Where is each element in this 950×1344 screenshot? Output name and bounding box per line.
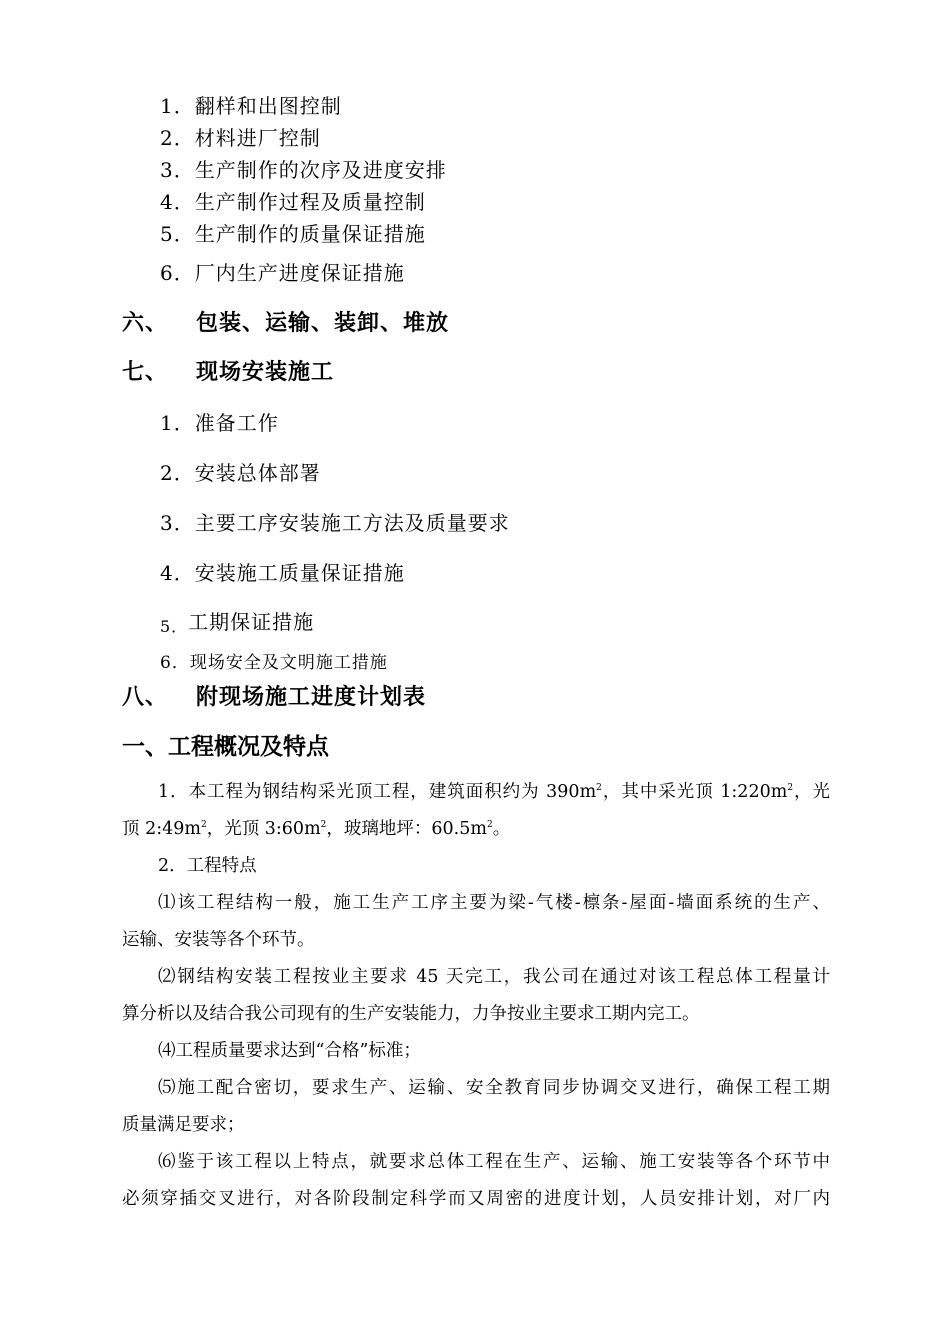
paragraph-3-line-1: ⑴该工程结构一般，施工生产工序主要为梁-气楼-檩条-屋面-墙面系统的生产、 [158, 893, 830, 913]
paragraph-3-line-2: 运输、安装等各个环节。 [122, 930, 315, 950]
paragraph-7-line-1: ⑹鉴于该工程以上特点，就要求总体工程在生产、运输、施工安装等各个环节中 [158, 1152, 830, 1172]
paragraph-6-line-2: 质量满足要求； [122, 1115, 245, 1135]
install-item-2: 2．安装总体部署 [160, 461, 321, 485]
heading-8-text: 附现场施工进度计划表 [196, 685, 427, 710]
paragraph-4-line-2: 算分析以及结合我公司现有的生产安装能力，力争按业主要求工期内完工。 [122, 1004, 700, 1024]
heading-7 [122, 355, 334, 386]
heading-8-number: 八、 [122, 685, 169, 710]
paragraph-1-line-2: 顶 $2:49m^2$，光顶 $3:60m^2$，玻璃地坪：$60.5m^2$。 [122, 819, 511, 839]
heading-8 [122, 680, 426, 711]
toc-item-3: 3．生产制作的次序及进度安排 [160, 158, 447, 182]
install-item-5-text: 工期保证措施 [188, 610, 315, 634]
install-item-5 [160, 606, 314, 635]
paragraph-4-line-1: ⑵钢结构安装工程按业主要求 45 天完工，我公司在通过对该工程总体工程量计 [158, 967, 830, 987]
install-item-5-number: 5． [160, 617, 189, 636]
heading-6-text: 包装、运输、装卸、堆放 [196, 311, 450, 336]
heading-6 [122, 306, 449, 337]
heading-7-text: 现场安装施工 [196, 360, 335, 385]
install-item-1: 1．准备工作 [160, 411, 279, 435]
toc-item-4: 4．生产制作过程及质量控制 [160, 190, 426, 214]
toc-item-5: 5．生产制作的质量保证措施 [160, 222, 426, 246]
heading-7-number: 七、 [122, 360, 169, 385]
toc-item-6: 6．厂内生产进度保证措施 [160, 261, 405, 285]
paragraph-1-line-1: 1．本工程为钢结构采光顶工程，建筑面积约为 $390m^2$，其中采光顶 $1:220m^2$，光 [158, 782, 830, 802]
heading-6-number: 六、 [122, 311, 169, 336]
toc-item-1: 1．翻样和出图控制 [160, 94, 342, 118]
paragraph-2: 2．工程特点 [158, 856, 257, 876]
paragraph-7-line-2: 必须穿插交叉进行，对各阶段制定科学而又周密的进度计划，人员安排计划，对厂内 [122, 1189, 830, 1209]
section-1-title: 一、工程概况及特点 [122, 734, 329, 760]
paragraph-6-line-1: ⑸施工配合密切，要求生产、运输、安全教育同步协调交叉进行，确保工程工期 [158, 1078, 830, 1098]
paragraph-5: ⑷工程质量要求达到“合格”标准； [158, 1041, 421, 1061]
install-item-4: 4．安装施工质量保证措施 [160, 561, 405, 585]
install-item-3: 3．主要工序安装施工方法及质量要求 [160, 511, 510, 535]
install-item-6: 6．现场安全及文明施工措施 [160, 653, 388, 673]
toc-item-2: 2．材料进厂控制 [160, 126, 321, 150]
